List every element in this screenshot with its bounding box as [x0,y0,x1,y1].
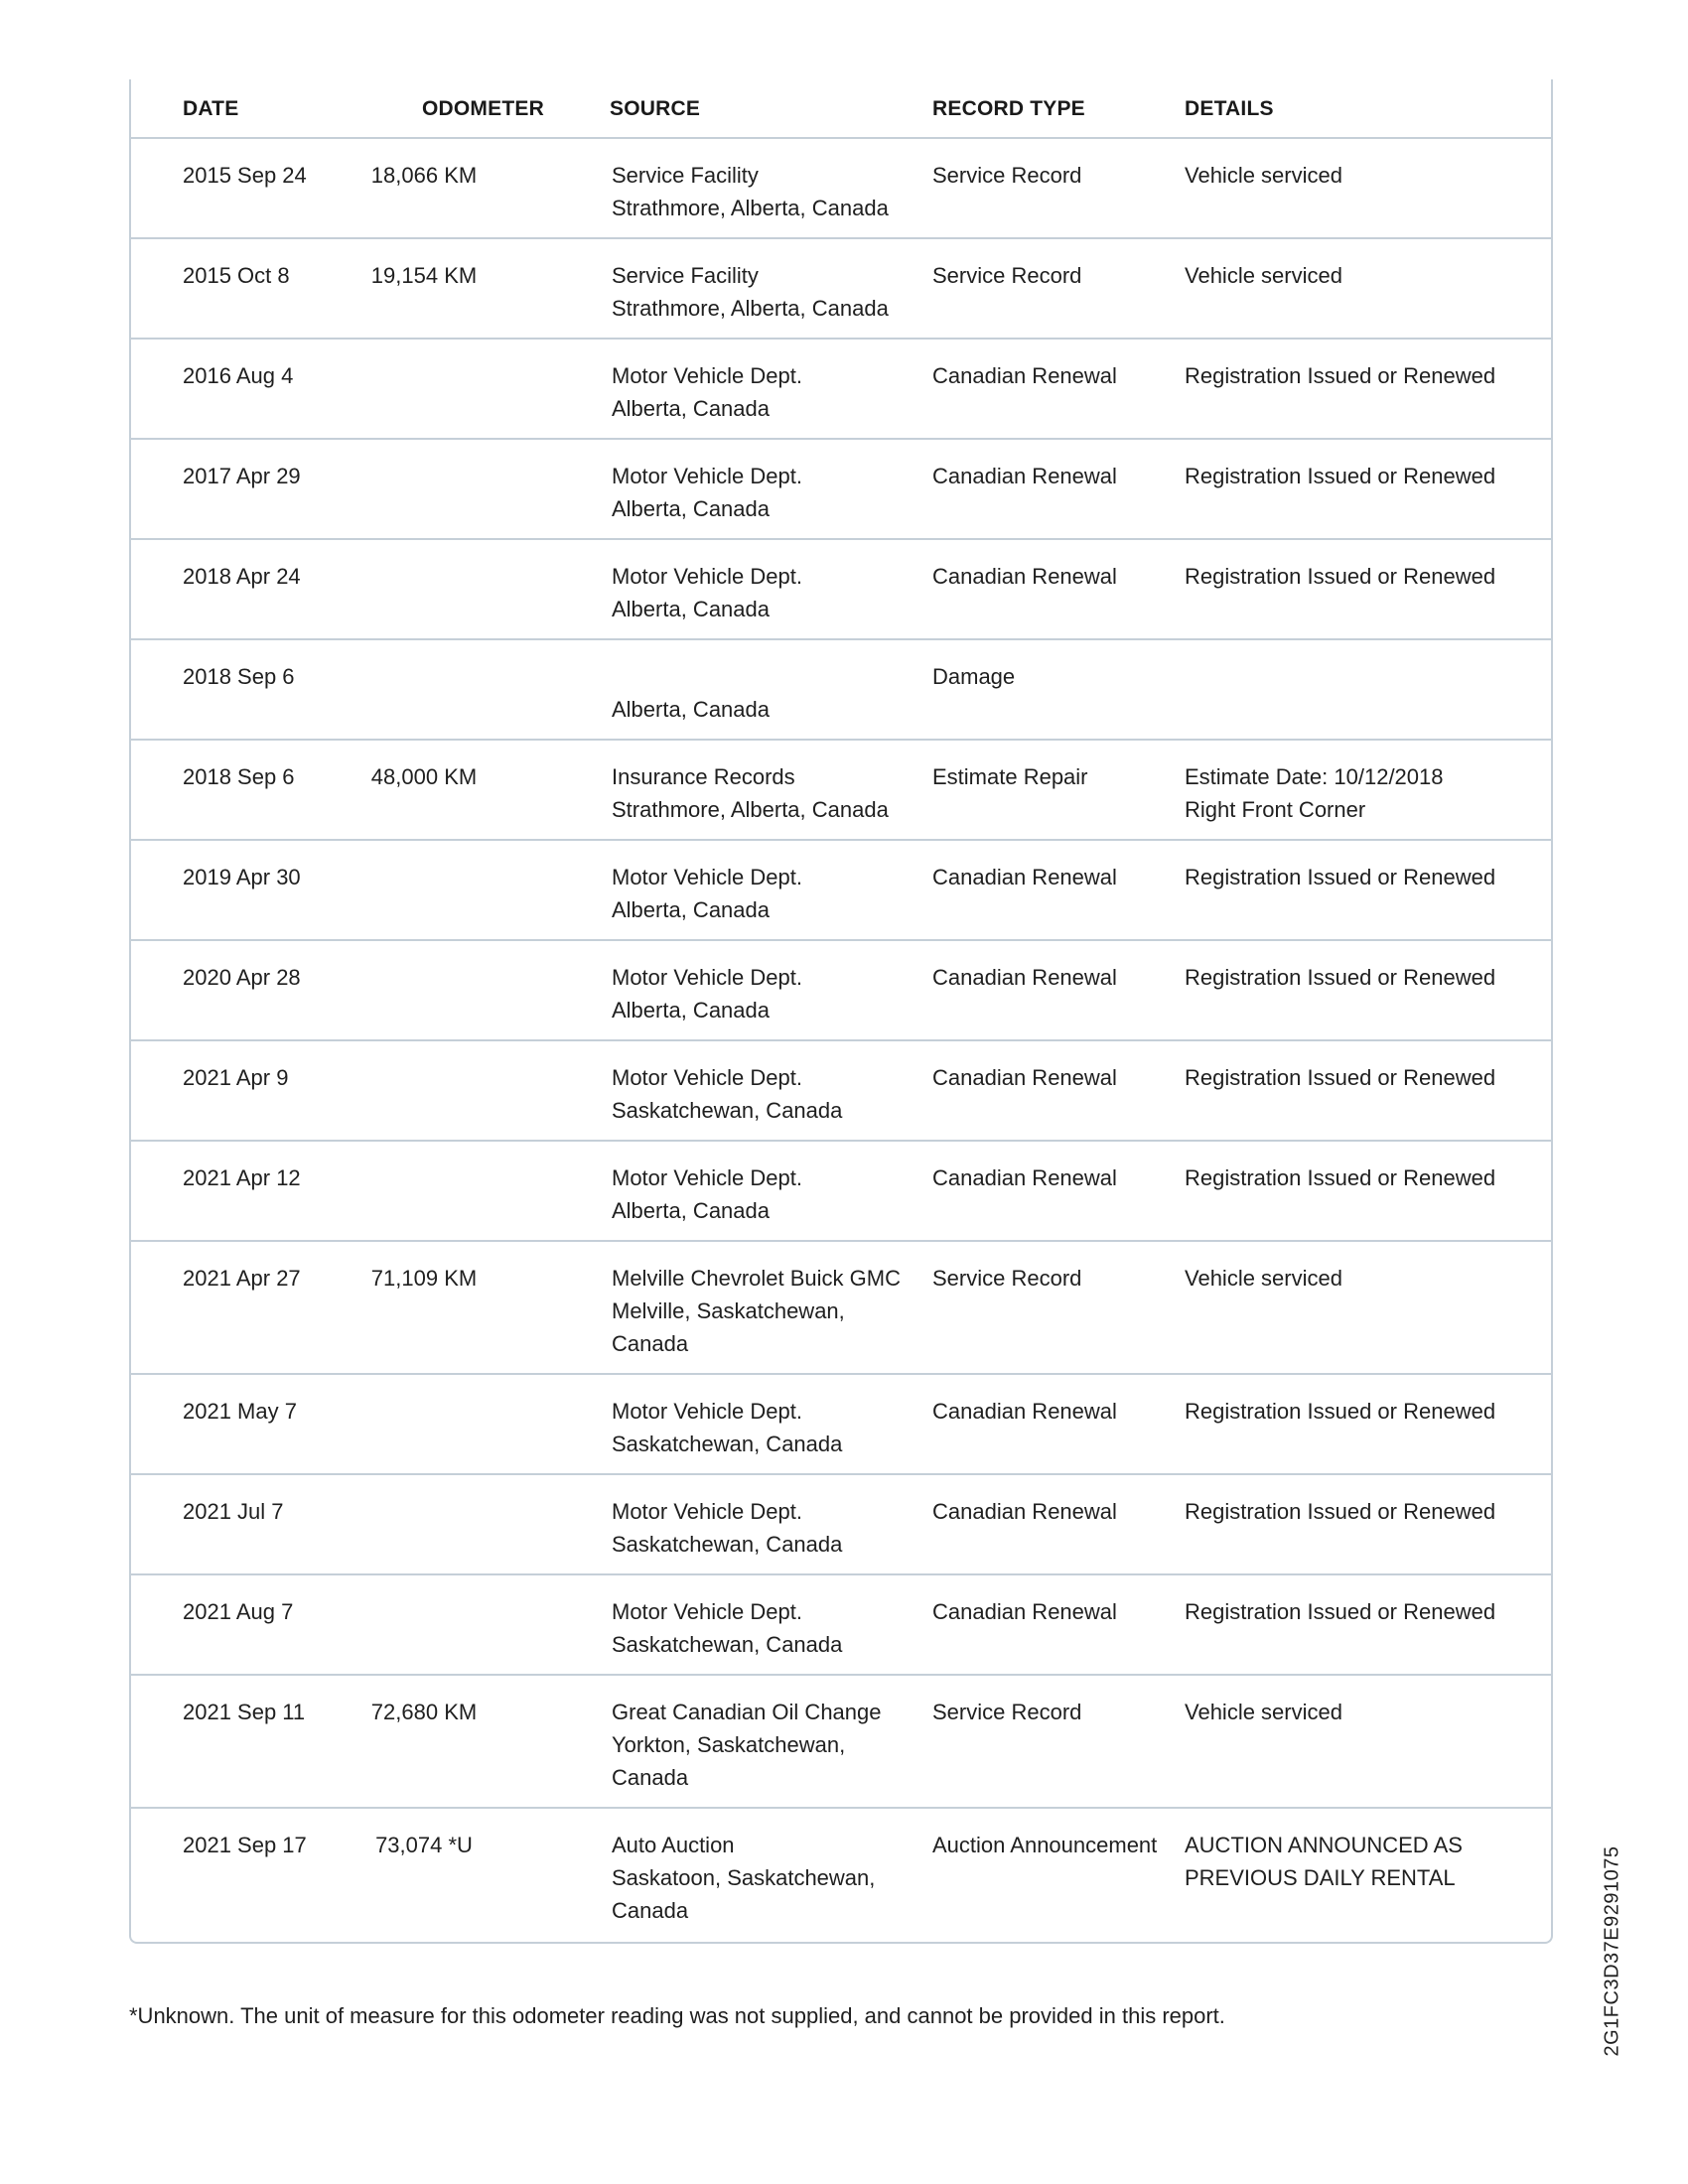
row-details [1185,961,1495,994]
table-row [131,1142,1551,1242]
row-source-line: Strathmore, Alberta, Canada [612,296,889,321]
row-source-line: Great Canadian Oil Change [612,1700,882,1724]
row-date: 2021 Apr 12 [183,1165,301,1190]
row-source-line: Alberta, Canada [612,396,770,421]
row-source [612,560,802,625]
row-odometer: 72,680 KM [370,1700,478,1724]
row-details-line: AUCTION ANNOUNCED AS [1185,1833,1463,1857]
row-details-line: Registration Issued or Renewed [1185,965,1496,990]
vehicle-history-table [129,79,1553,1944]
row-date: 2017 Apr 29 [183,464,301,488]
vin-label [1600,1846,1625,2055]
row-details [1185,1161,1495,1194]
header-record-type: RECORD TYPE [932,97,1085,120]
row-source-line: Motor Vehicle Dept. [612,464,802,488]
row-record-type: Canadian Renewal [932,965,1117,990]
row-date: 2015 Oct 8 [183,263,290,288]
table-row [131,540,1551,640]
row-odometer [315,1595,533,1628]
row-date: 2021 Sep 17 [183,1833,307,1857]
table-row [131,841,1551,941]
odometer-footnote: *Unknown. The unit of measure for this odometer reading was not supplied, and cannot be provided in this report. [129,2003,1225,2028]
row-source-line: Canada [612,1898,689,1923]
row-odometer [315,660,533,693]
row-record-type: Canadian Renewal [932,1599,1117,1624]
row-date: 2018 Sep 6 [183,664,295,689]
row-record-type: Damage [932,664,1016,689]
row-record-type: Estimate Repair [932,764,1088,789]
row-source-line: Canada [612,1765,689,1790]
row-date: 2015 Sep 24 [183,163,307,188]
vin-text: 2G1FC3D37E9291075 [1601,1845,1623,2056]
row-odometer [315,359,533,392]
row-source-line: Yorkton, Saskatchewan, [612,1732,846,1757]
row-date: 2018 Sep 6 [183,764,295,789]
row-details [1185,1595,1495,1628]
row-source-line: Melville Chevrolet Buick GMC [612,1266,901,1291]
row-source-line: Canada [612,1331,689,1356]
table-row [131,1676,1551,1809]
table-row [131,1475,1551,1575]
row-date: 2021 Jul 7 [183,1499,284,1524]
row-source [612,1262,901,1360]
row-details-line: Registration Issued or Renewed [1185,564,1496,589]
row-source-line: Alberta, Canada [612,998,770,1023]
table-body [131,139,1551,1942]
table-row [131,340,1551,440]
row-source-line: Alberta, Canada [612,1198,770,1223]
row-record-type: Service Record [932,163,1082,188]
row-source-line: Auto Auction [612,1833,735,1857]
row-details-line: Vehicle serviced [1185,1266,1342,1291]
row-details [1185,560,1495,593]
row-details [1185,1061,1495,1094]
table-row [131,1041,1551,1142]
row-details [1185,1262,1342,1295]
table-row [131,1809,1551,1942]
row-source-line: Saskatchewan, Canada [612,1532,843,1557]
row-record-type: Canadian Renewal [932,1499,1117,1524]
row-record-type: Service Record [932,1266,1082,1291]
row-source [612,259,889,325]
row-source-line: Strathmore, Alberta, Canada [612,797,889,822]
row-source-line: Motor Vehicle Dept. [612,1599,802,1624]
row-record-type: Canadian Renewal [932,1165,1117,1190]
header-odometer: ODOMETER [422,97,544,120]
row-details-line: Vehicle serviced [1185,1700,1342,1724]
row-source [612,1061,842,1127]
row-odometer [315,460,533,492]
row-details-line: Registration Issued or Renewed [1185,363,1496,388]
row-record-type: Service Record [932,1700,1082,1724]
table-row [131,440,1551,540]
row-details [1185,1829,1463,1894]
row-date: 2021 Aug 7 [183,1599,294,1624]
table-row [131,1375,1551,1475]
table-header-row [131,79,1551,139]
table-row [131,941,1551,1041]
table-row [131,1242,1551,1375]
row-details-line: Registration Issued or Renewed [1185,1165,1496,1190]
row-source-line: Motor Vehicle Dept. [612,1165,802,1190]
row-odometer [315,1161,533,1194]
row-date: 2016 Aug 4 [183,363,294,388]
row-details [1185,861,1495,893]
row-date: 2018 Apr 24 [183,564,301,589]
row-odometer: 73,074 *U [375,1833,473,1857]
row-source-line [612,660,770,693]
row-source-line: Melville, Saskatchewan, [612,1298,845,1323]
row-record-type: Canadian Renewal [932,1399,1117,1424]
row-date: 2021 May 7 [183,1399,297,1424]
row-odometer: 18,066 KM [370,163,478,188]
row-date: 2021 Apr 27 [183,1266,301,1291]
row-source-line: Saskatoon, Saskatchewan, [612,1865,876,1890]
row-details-line: Registration Issued or Renewed [1185,1599,1496,1624]
row-record-type: Canadian Renewal [932,363,1117,388]
row-details-line: Estimate Date: 10/12/2018 [1185,764,1444,789]
row-source [612,660,770,726]
row-details-line: Registration Issued or Renewed [1185,1399,1496,1424]
row-source-line: Service Facility [612,163,759,188]
row-source [612,861,802,926]
row-details [1185,1495,1495,1528]
row-date: 2021 Sep 11 [183,1700,306,1724]
row-source [612,460,802,525]
row-record-type: Auction Announcement [932,1833,1158,1857]
row-source [612,1696,882,1794]
row-details-line: Vehicle serviced [1185,263,1342,288]
row-source-line: Strathmore, Alberta, Canada [612,196,889,220]
row-details-line: PREVIOUS DAILY RENTAL [1185,1865,1456,1890]
row-record-type: Canadian Renewal [932,865,1117,889]
row-source-line: Motor Vehicle Dept. [612,1065,802,1090]
row-source-line: Motor Vehicle Dept. [612,1399,802,1424]
row-odometer: 19,154 KM [370,263,478,288]
row-source-line: Service Facility [612,263,759,288]
row-details-line: Vehicle serviced [1185,163,1342,188]
row-details-line: Right Front Corner [1185,797,1366,822]
row-odometer [315,1495,533,1528]
row-source [612,961,802,1026]
row-source-line: Insurance Records [612,764,795,789]
row-date: 2020 Apr 28 [183,965,301,990]
row-record-type: Canadian Renewal [932,1065,1117,1090]
row-details [1185,259,1342,292]
row-details [1185,359,1495,392]
header-source: SOURCE [610,97,701,120]
row-details [1185,1696,1342,1728]
row-source [612,1395,842,1460]
row-source [612,1161,802,1227]
row-source [612,1829,875,1927]
row-details-line: Registration Issued or Renewed [1185,1499,1496,1524]
row-details [1185,760,1444,826]
row-source [612,1495,842,1561]
row-source [612,159,889,224]
row-source-line: Alberta, Canada [612,597,770,621]
table-row [131,1575,1551,1676]
row-odometer: 71,109 KM [370,1266,478,1291]
row-source [612,760,889,826]
table-row [131,640,1551,741]
row-odometer [315,1061,533,1094]
row-odometer [315,560,533,593]
row-source-line: Alberta, Canada [612,897,770,922]
table-row [131,239,1551,340]
row-date: 2021 Apr 9 [183,1065,289,1090]
row-odometer [315,861,533,893]
row-date: 2019 Apr 30 [183,865,301,889]
row-source-line: Motor Vehicle Dept. [612,564,802,589]
row-record-type: Service Record [932,263,1082,288]
table-row [131,741,1551,841]
row-source-line: Saskatchewan, Canada [612,1098,843,1123]
row-source-line: Motor Vehicle Dept. [612,965,802,990]
row-details-line: Registration Issued or Renewed [1185,1065,1496,1090]
row-record-type: Canadian Renewal [932,464,1117,488]
row-details-line: Registration Issued or Renewed [1185,464,1496,488]
header-date: DATE [183,97,239,120]
header-details: DETAILS [1185,97,1274,120]
row-source-line: Saskatchewan, Canada [612,1632,843,1657]
row-details [1185,159,1342,192]
row-source-line: Motor Vehicle Dept. [612,363,802,388]
row-odometer: 48,000 KM [370,764,478,789]
row-source-line: Saskatchewan, Canada [612,1432,843,1456]
row-odometer [315,1395,533,1428]
row-source-line: Motor Vehicle Dept. [612,1499,802,1524]
row-details-line: Registration Issued or Renewed [1185,865,1496,889]
row-source [612,1595,842,1661]
row-source [612,359,802,425]
row-record-type: Canadian Renewal [932,564,1117,589]
table-row [131,139,1551,239]
row-details [1185,1395,1495,1428]
row-odometer [315,961,533,994]
row-details [1185,460,1495,492]
row-source-line: Alberta, Canada [612,697,770,722]
row-source-line: Motor Vehicle Dept. [612,865,802,889]
row-source-line: Alberta, Canada [612,496,770,521]
